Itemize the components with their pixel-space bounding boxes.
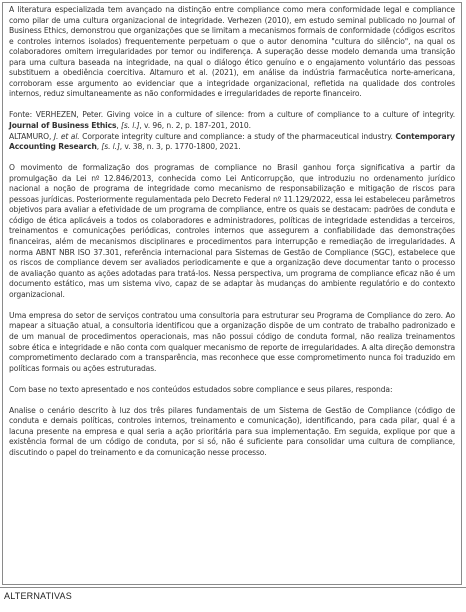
reference-2-suffix: , v. 38, n. 3, p. 1770-1800, 2021. xyxy=(119,142,241,152)
reference-2-sine-loco: [s. l.] xyxy=(101,142,120,152)
question-statement-box xyxy=(2,2,462,585)
reference-2-title: Corporate integrity culture and compliance: a study of the pharmaceutical industry. xyxy=(79,131,396,141)
context-paragraph: O movimento de formalização dos programas de compliance no Brasil ganhou força significativa a partir da promulgação da Lei nº 12.846/2013, conhecida como Lei Anticorrupção, que introduziu no ordenamento jurídico nacional a noção de programa de integridade como mecanismo de responsabilização e mitigação de riscos para pessoas jurídicas. Posteriormente regulamentada pelo Decreto Federal nº 11.129/2022, essa lei estabeleceu parâmetros objetivos para avaliar a efetividade de um programa de compliance, entre os quais se destacam: padrões de conduta e código de ética aplicáveis a todos os colaboradores e administradores, políticas de integridade estendidas a terceiros, treinamentos e comunicações periódicas, controles internos que assegurem a confiabilidade das demonstrações financeiras, além de mecanismos disciplinares e procedimentos para interrupção e remediação de irregularidades. A norma ABNT NBR ISO 37.301, referência internacional para Sistemas de Gestão de Compliance (SGC), estabelece que os riscos de compliance devem ser avaliados periodicamente e que a organização deve documentar tanto o processo de avaliação quanto as ações adotadas para tratá-los. Nessa perspectiva, um programa de compliance eficaz não é um documento estático, mas um sistema vivo, capaz de se adaptar às mudanças do ambiente regulatório e do contexto organizacional. xyxy=(9,163,455,299)
reference-1-separator: , xyxy=(116,121,122,131)
prompt-line: Com base no texto apresentado e nos conteúdos estudados sobre compliance e seus pilares, responda: xyxy=(9,384,393,394)
reference-1-sine-loco: [s. l.] xyxy=(121,121,140,131)
reference-1-journal: Journal of Business Ethics xyxy=(9,121,117,131)
alternatives-header: ALTERNATIVAS xyxy=(0,587,466,612)
reference-2-journal: Contemporary Accounting Research xyxy=(9,131,455,152)
task-paragraph: Analise o cenário descrito à luz dos três pilares fundamentais de um Sistema de Gestão de Compliance (código de conduta e demais políticas, controles internos, treinamento e comunicação), identificando, para cada pilar, qual é a lacuna presente na empresa e qual seria a ação prioritária para sua implementação. Em seguida, explique por que a existência formal de um código de conduta, por si só, não é suficiente para consolidar uma cultura de compliance, discutindo o papel do treinamento e da comunicação nesse processo. xyxy=(9,405,455,457)
reference-1-prefix: Fonte: VERHEZEN, Peter. Giving voice in a culture of silence: from a culture of compliance to a culture of integrity. xyxy=(9,110,455,120)
case-paragraph: Uma empresa do setor de serviços contratou uma consultoria para estruturar seu Programa de Compliance do zero. Ao mapear a situação atual, a consultoria identificou que a organização dispõe de um contrato de trabalho padronizado e de um manual de procedimentos operacionais, mas não possui código de conduta formal, não realiza treinamentos sobre ética e integridade e não conta com qualquer mecanismo de reporte de irregularidades. A alta direção demonstra comprometimento declarado com a transparência, mas reconhece que esse comprometimento nunca foi traduzido em políticas formais ou ações estruturadas. xyxy=(9,310,455,373)
references-block xyxy=(9,110,455,152)
reference-2-author: ALTAMURO, xyxy=(9,131,54,141)
reference-1-suffix: , v. 96, n. 2, p. 187-201, 2010. xyxy=(139,121,251,131)
reference-2-et-al: J. et al. xyxy=(53,131,80,141)
intro-paragraph: A literatura especializada tem avançado na distinção entre compliance como mera conformidade legal e compliance como pilar de uma cultura organizacional de integridade. Verhezen (2010), em estudo seminal publicado no Journal of Business Ethics, demonstrou que organizações que se limitam a mecanismos formais de conformidade (códigos escritos e controles internos isolados) frequentemente perpetuam o que o autor denomina "cultura do silêncio", na qual os colaboradores omitem irregularidades por temor ou indiferença. A superação desse modelo demanda uma transição para uma cultura baseada na integridade, na qual o diálogo ético genuíno e o engajamento voluntário das pessoas substituem a obediência coercitiva. Altamuro et al. (2021), em análise da indústria farmacêutica norte-americana, corroboram esse argumento ao evidenciar que a integridade organizacional, refletida na qualidade dos controles internos, reduz simultaneamente as não conformidades e irregularidades de reporte financeiro. xyxy=(9,5,455,99)
reference-2-separator: , xyxy=(96,142,102,152)
